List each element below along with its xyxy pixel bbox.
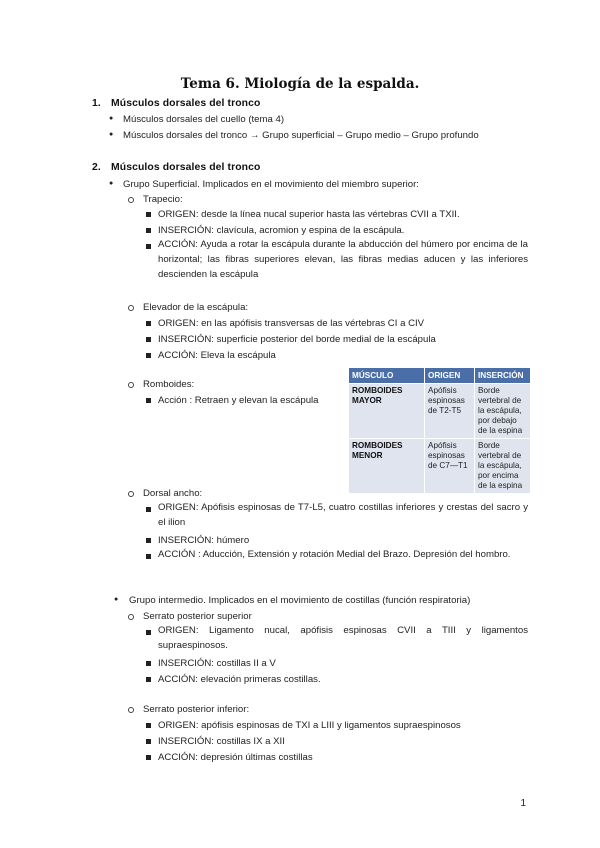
intermediate-group-label: Grupo intermedio. Implicados en el movimiento de costillas (función respiratoria) (129, 595, 471, 606)
section-2-heading: Músculos dorsales del tronco (111, 162, 261, 173)
serrato-sup-accion: ACCIÓN: elevación primeras costillas. (158, 674, 321, 685)
circle-bullet-icon (128, 491, 134, 497)
bullet-icon: ● (114, 596, 119, 603)
trapecio-origen: ORIGEN: desde la línea nucal superior hasta las vértebras CVII a TXII. (158, 209, 460, 220)
superficial-group-label: Grupo Superficial. Implicados en el movimiento del miembro superior: (123, 179, 419, 190)
serrato-inf-name: Serrato posterior inferior: (143, 704, 250, 715)
square-bullet-icon (146, 739, 151, 744)
list-item: Músculos dorsales del tronco → Grupo superficial – Grupo medio – Grupo profundo (123, 130, 479, 141)
page-number: 1 (520, 798, 526, 809)
column-header-origen: ORIGEN (425, 368, 475, 384)
table-cell-origin: Apófisis espinosas de C7—T1 (425, 439, 475, 494)
dorsal-name: Dorsal ancho: (143, 488, 203, 499)
section-2-number: 2. (92, 162, 101, 173)
trapecio-insercion: INSERCIÓN: clavícula, acromion y espina de la escápula. (158, 225, 405, 236)
column-header-insercion: INSERCIÓN (475, 368, 531, 384)
page-title: Tema 6. Miología de la espalda. (180, 76, 420, 92)
square-bullet-icon (146, 630, 151, 635)
square-bullet-icon (146, 538, 151, 543)
square-bullet-icon (146, 337, 151, 342)
circle-bullet-icon (128, 707, 134, 713)
circle-bullet-icon (128, 305, 134, 311)
table-cell-insertion: Borde vertebral de la escápula, por debajo de la espina (475, 384, 531, 439)
table-cell-muscle: ROMBOIDES MENOR (349, 439, 425, 494)
square-bullet-icon (146, 661, 151, 666)
bullet-icon: ● (109, 180, 114, 187)
column-header-musculo: MÚSCULO (349, 368, 425, 384)
table-cell-muscle: ROMBOIDES MAYOR (349, 384, 425, 439)
square-bullet-icon (146, 398, 151, 403)
romboides-accion: Acción : Retraen y elevan la escápula (158, 395, 319, 406)
square-bullet-icon (146, 353, 151, 358)
circle-bullet-icon (128, 614, 134, 620)
circle-bullet-icon (128, 197, 134, 203)
square-bullet-icon (146, 212, 151, 217)
serrato-inf-accion: ACCIÓN: depresión últimas costillas (158, 752, 313, 763)
table-row (349, 439, 531, 494)
dorsal-origen: ORIGEN: Apófisis espinosas de T7-L5, cuatro costillas inferiores y crestas del sacro y el ilion (158, 502, 528, 528)
serrato-sup-name: Serrato posterior superior (143, 611, 252, 622)
section-1-heading: Músculos dorsales del tronco (111, 98, 261, 109)
square-bullet-icon (146, 554, 151, 559)
romboides-table (348, 367, 531, 494)
elevador-name: Elevador de la escápula: (143, 302, 249, 313)
elevador-insercion: INSERCIÓN: superficie posterior del borde medial de la escápula (158, 334, 436, 345)
table-cell-origin: Apófisis espinosas de T2-T5 (425, 384, 475, 439)
dorsal-insercion: INSERCIÓN: húmero (158, 535, 250, 546)
square-bullet-icon (146, 677, 151, 682)
serrato-inf-insercion: INSERCIÓN: costillas IX a XII (158, 736, 285, 747)
serrato-sup-origen: ORIGEN: Ligamento nucal, apófisis espinosas CVII a TIII y ligamentos supraespinosos. (158, 625, 528, 651)
romboides-name: Romboides: (143, 379, 195, 390)
elevador-accion: ACCIÓN: Eleva la escápula (158, 350, 276, 361)
bullet-icon: ● (109, 131, 114, 138)
square-bullet-icon (146, 244, 151, 249)
list-item: Músculos dorsales del cuello (tema 4) (123, 114, 285, 125)
section-1-number: 1. (92, 98, 101, 109)
trapecio-accion: ACCIÓN: Ayuda a rotar la escápula durante la abducción del húmero por encima de la horizontal; las fibras superiores elevan, las fibras medias aducen y las inferiores descienden la escápula (158, 239, 528, 280)
table-row (349, 384, 531, 439)
serrato-inf-origen: ORIGEN: apófisis espinosas de TXI a LIII y ligamentos supraespinosos (158, 720, 461, 731)
square-bullet-icon (146, 723, 151, 728)
bullet-icon: ● (109, 115, 114, 122)
table-header-row (349, 368, 531, 384)
trapecio-name: Trapecio: (143, 194, 183, 205)
circle-bullet-icon (128, 382, 134, 388)
elevador-origen: ORIGEN: en las apófisis transversas de las vértebras CI a CIV (158, 318, 425, 329)
dorsal-accion: ACCIÓN : Aducción, Extensión y rotación Medial del Brazo. Depresión del hombro. (158, 549, 511, 560)
square-bullet-icon (146, 321, 151, 326)
serrato-sup-insercion: INSERCIÓN: costillas II a V (158, 658, 276, 669)
square-bullet-icon (146, 228, 151, 233)
square-bullet-icon (146, 507, 151, 512)
table-cell-insertion: Borde vertebral de la escápula, por encima de la espina (475, 439, 531, 494)
square-bullet-icon (146, 755, 151, 760)
